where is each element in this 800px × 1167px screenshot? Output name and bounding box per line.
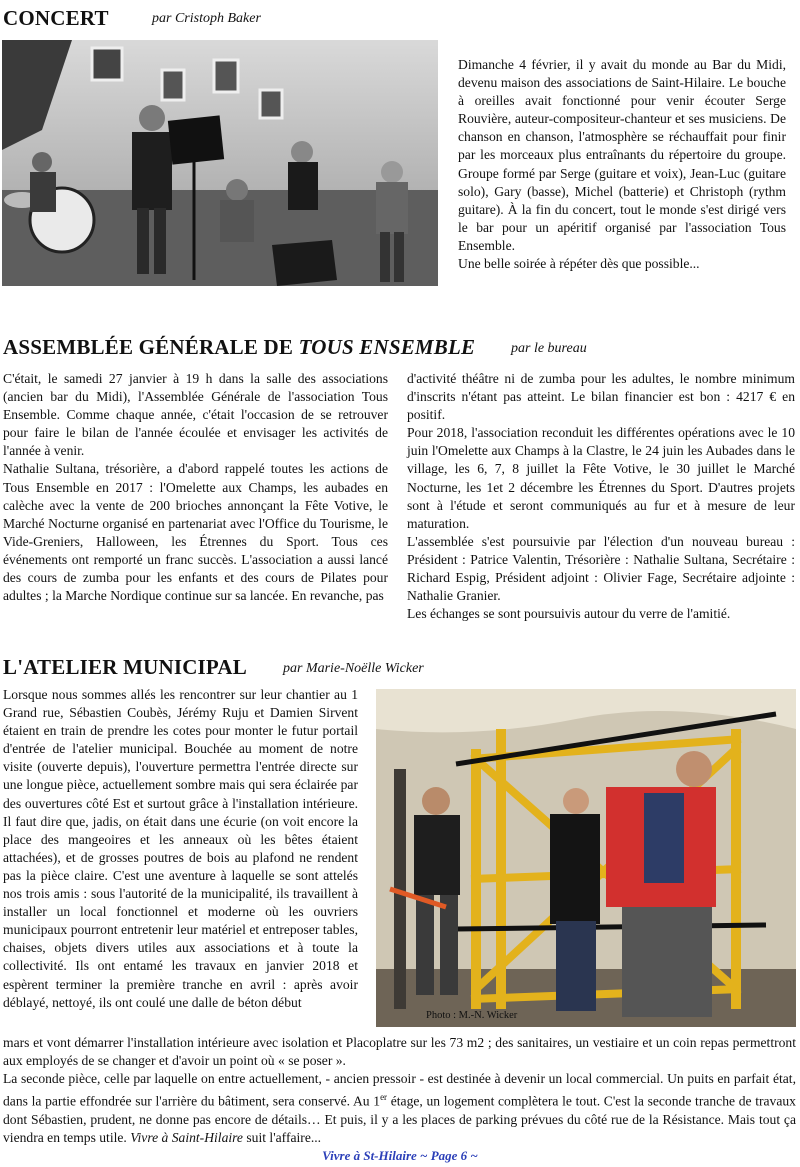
atelier-text-fragment: La seconde pièce, celle par laquelle on entre actuellement, - ancien pressoir - est destinée à devenir un local commercial. Un puits en parfait état, dans la partie effondrée sur l'arrière du bâtiment, sera conservé. Au 1: [3, 1071, 796, 1109]
concert-body: [458, 56, 786, 273]
atelier-byline: par Marie-Noëlle Wicker: [283, 661, 424, 676]
photo-credit: Photo : M.-N. Wicker: [426, 1010, 518, 1021]
concert-photo: [2, 40, 438, 286]
assemblee-right-column: [407, 370, 795, 623]
atelier-full-width-text: [3, 1034, 796, 1147]
page-footer: Vivre à St-Hilaire ~ Page 6 ~: [322, 1148, 478, 1163]
atelier-text-fragment: suit l'affaire...: [242, 1130, 322, 1145]
atelier-superscript: er: [380, 1092, 388, 1103]
atelier-title: L'ATELIER MUNICIPAL: [3, 655, 247, 679]
atelier-paragraph: [3, 1070, 796, 1147]
assemblee-paragraph: Nathalie Sultana, trésorière, a d'abord rappelé toutes les actions de Tous Ensemble en 2017 : l'Omelette aux Champs, les aubades en calèche avec la vente de 200 brioches annonçant la Fête Votive, le Marché Nocturne organisé en partenariat avec l'Office du Tourisme, le Vide-Greniers, Halloween, les Étrennes du Sport. Tous ces événements ont remporté un franc succès. L'association a aussi lancé des cours de zumba pour les enfants et des cours de Pilates pour adultes ; la Marche Nordique continue sur sa lancée. En revanche, pas: [3, 461, 388, 604]
concert-photo-illustration: [2, 40, 438, 286]
assemblee-title-main: ASSEMBLÉE GÉNÉRALE DE: [3, 335, 299, 359]
atelier-italic-title: Vivre à Saint-Hilaire: [130, 1130, 243, 1145]
atelier-column: [3, 686, 358, 1012]
assemblee-paragraph: L'assemblée s'est poursuivie par l'élection d'un nouveau bureau : Président : Patrice Valentin, Trésorière : Nathalie Sultana, Secrétaire : Richard Espig, Président adjoint : Olivier Fage, Secrétaire adjointe : Nathalie Granier.: [407, 533, 795, 604]
atelier-text-fragment: étage, un logement complètera le tout. C'est la seconde tranche de travaux dont Sébastien, prudent, ne donne pas encore de détails… Et puis, il y a les places de parking prévues du côté rue de la Résistance. Mais tout ça viendra en temps utile.: [3, 1093, 796, 1145]
assemblee-paragraph: C'était, le samedi 27 janvier à 19 h dans la salle des associations (ancien bar du Midi), l'Assemblée Générale de l'association Tous Ensemble. Comme chaque année, c'était l'occasion de se retrouver pour faire le bilan de l'année écoulée et envisager les activités de l'année à venir.: [3, 371, 388, 459]
assemblee-byline: par le bureau: [511, 341, 587, 356]
concert-paragraph: Dimanche 4 février, il y avait du monde au Bar du Midi, devenu maison des associations de Saint-Hilaire. Le bouche à oreilles avait fonctionné pour venir écouter Serge Rouvière, auteur-compositeur-chanteur et ses musiciens. De chanson en chanson, l'atmosphère se réchauffait pour finir par les morceaux plus entraînants du répertoire du groupe. Groupe formé par Serge (guitare et voix), Jean-Luc (guitare solo), Gary (basse), Michel (batterie) et Christoph (rythm guitare). À la fin du concert, tout le monde s'est dirigé vers le bar pour un apéritif organisé par l'association Tous Ensemble.: [458, 57, 786, 253]
concert-title: CONCERT: [3, 6, 109, 30]
assemblee-paragraph: Les échanges se sont poursuivis autour du verre de l'amitié.: [407, 606, 731, 622]
atelier-paragraph: mars et vont démarrer l'installation intérieure avec isolation et Placoplatre sur les 73 m2 ; des sanitaires, un vestiaire et un coin repas permettront aux employés de se changer et d'avoir un point où « se poser ».: [3, 1035, 796, 1069]
atelier-paragraph: Lorsque nous sommes allés les rencontrer sur leur chantier au 1 Grand rue, Sébastien Coubès, Jérémy Ruju et Damien Sirvent étaient en train de prendre les cotes pour monter le futur portail d'entrée de l'atelier municipal. Bouchée au moment de notre visite (ouverte depuis), l'ouverture permettra l'entrée directe sur une longue pièce, actuellement sombre mais qui sera éclairée par des ouvertures côté Est et surtout grâce à l'installation intérieure. Il faut dire que, jadis, on était dans une écurie (on voit encore la place des mangeoires et les anneaux où les bêtes étaient attachées), et de grosses poutres de bois au plafond ne rendent pas la pièce claire. C'est une aventure à laquelle se sont attelés nos trois amis : sous l'autorité de la municipalité, ils travaillent à installer un local fonctionnel et moderne où les ouvriers municipaux pourront entretenir leur matériel et entreposer tables, chaises, objets divers utiles aux associations et à toute la collectivité. Ils ont entamé les travaux en janvier 2018 et espèrent terminer la première tranche en avril : après avoir déblayé, nettoyé, ils ont coulé une dalle de béton début: [3, 687, 358, 1010]
assemblee-paragraph: d'activité théâtre ni de zumba pour les adultes, le nombre minimum d'inscrits n'étant pas atteint. Le bilan financier est bon : 4217 € en positif.: [407, 371, 795, 423]
assemblee-title: [3, 335, 475, 360]
atelier-photo-illustration: [376, 689, 796, 1027]
concert-byline: par Cristoph Baker: [152, 11, 261, 26]
concert-paragraph: Une belle soirée à répéter dès que possible...: [458, 256, 700, 272]
assemblee-title-italic: TOUS ENSEMBLE: [298, 335, 476, 359]
assemblee-left-column: [3, 370, 388, 605]
assemblee-paragraph: Pour 2018, l'association reconduit les différentes opérations avec le 10 juin l'Omelette aux Champs à la Clastre, le 24 juin les Aubades dans le village, les 6, 7, 8 juillet la Fête Votive, le 30 juillet le Marché Nocturne, les 1et 2 décembre les Étrennes du Sport. D'autres projets sont à l'étude et seront communiqués au fur et à mesure de leur maturation.: [407, 425, 795, 531]
atelier-photo: [376, 689, 796, 1027]
